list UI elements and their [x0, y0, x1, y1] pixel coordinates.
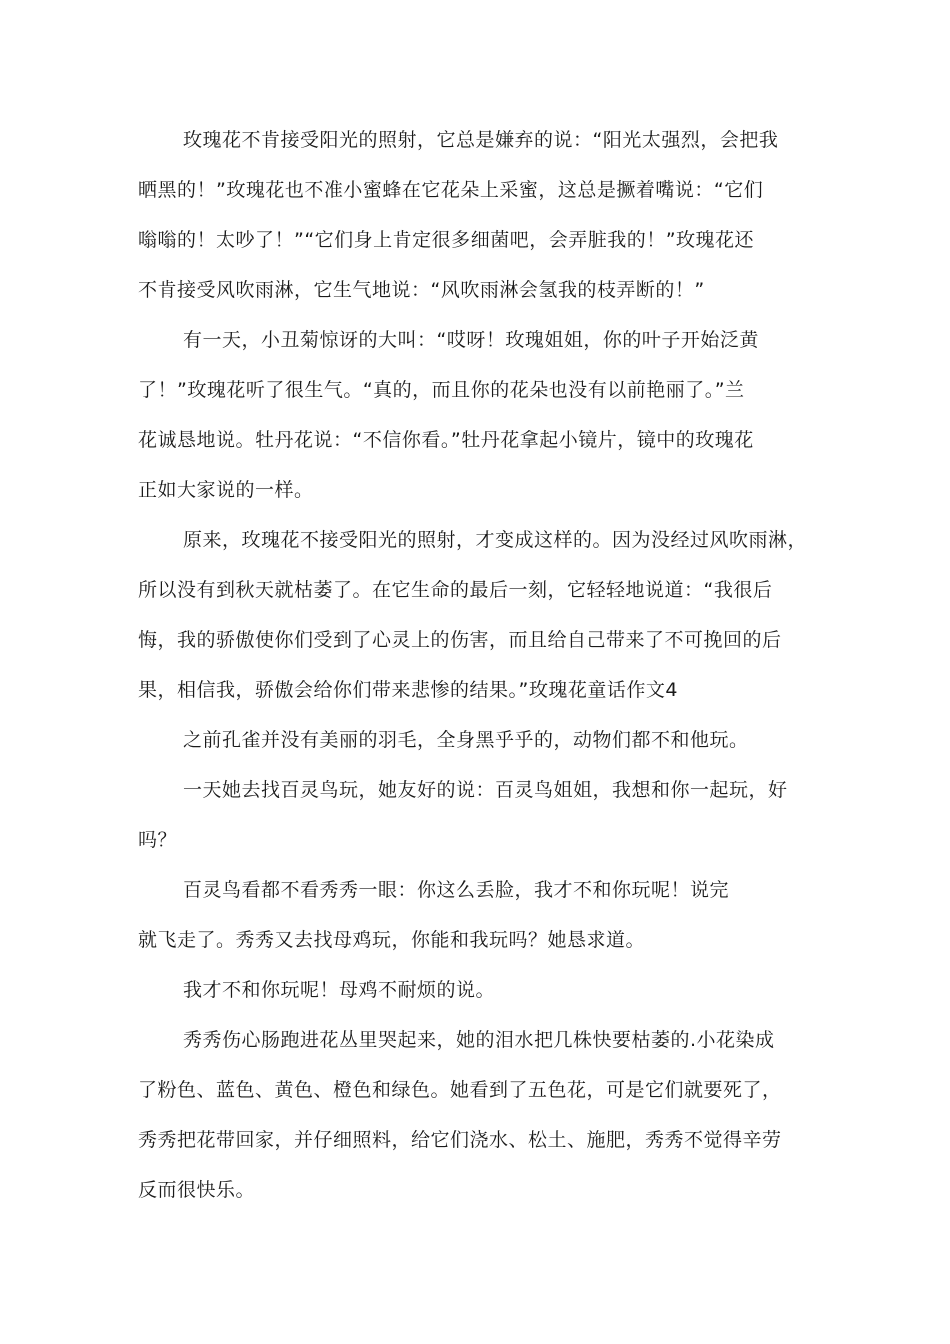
- text-line: 嗡嗡的！太吵了！”“它们身上肯定很多细菌吧，会弄脏我的！”玫瑰花还: [138, 229, 755, 251]
- text-line: 原来，玫瑰花不接受阳光的照射，才变成这样的。因为没经过风吹雨淋，: [183, 529, 808, 551]
- text-line: 了！”玫瑰花听了很生气。“真的，而且你的花朵也没有以前艳丽了。”兰: [138, 379, 745, 401]
- text-line: 秀秀伤心肠跑进花丛里哭起来，她的泪水把几株快要枯萎的.小花染成: [183, 1029, 775, 1051]
- text-line: 百灵鸟看都不看秀秀一眼：你这么丢脸，我才不和你玩呢！说完: [183, 879, 730, 901]
- text-line: 有一天，小丑菊惊讶的大叫：“哎呀！玫瑰姐姐，你的叶子开始泛黄: [183, 329, 759, 351]
- text-line: 正如大家说的一样。: [138, 479, 314, 501]
- text-line: 晒黑的！”玫瑰花也不准小蜜蜂在它花朵上采蜜，这总是撅着嘴说：“它们: [138, 179, 764, 201]
- text-line: 秀秀把花带回家，并仔细照料，给它们浇水、松土、施肥，秀秀不觉得辛劳: [138, 1129, 782, 1151]
- text-line: 所以没有到秋天就枯萎了。在它生命的最后一刻，它轻轻地说道：“我很后: [138, 579, 773, 601]
- text-line: 一天她去找百灵鸟玩，她友好的说：百灵鸟姐姐，我想和你一起玩，好: [183, 779, 788, 801]
- text-line: 玫瑰花不肯接受阳光的照射，它总是嫌弃的说：“阳光太强烈，会把我: [183, 129, 779, 151]
- text-line: 就飞走了。秀秀又去找母鸡玩，你能和我玩吗？她恳求道。: [138, 929, 646, 951]
- text-line: 我才不和你玩呢！母鸡不耐烦的说。: [183, 979, 496, 1001]
- text-line: 悔，我的骄傲使你们受到了心灵上的伤害，而且给自己带来了不可挽回的后: [138, 629, 782, 651]
- text-line: 之前孔雀并没有美丽的羽毛，全身黑乎乎的，动物们都不和他玩。: [183, 729, 749, 751]
- text-line: 吗？: [138, 829, 178, 851]
- text-line: 反而很快乐。: [138, 1179, 256, 1201]
- text-line: 不肯接受风吹雨淋，它生气地说：“风吹雨淋会氢我的枝弄断的！”: [138, 279, 705, 301]
- text-line: 了粉色、蓝色、黄色、橙色和绿色。她看到了五色花，可是它们就要死了，: [138, 1079, 782, 1101]
- text-line: 花诚恳地说。牡丹花说：“不信你看。”牡丹花拿起小镜片，镜中的玫瑰花: [138, 429, 754, 451]
- text-line: 果，相信我，骄傲会给你们带来悲惨的结果。”玫瑰花童话作文4: [138, 679, 678, 701]
